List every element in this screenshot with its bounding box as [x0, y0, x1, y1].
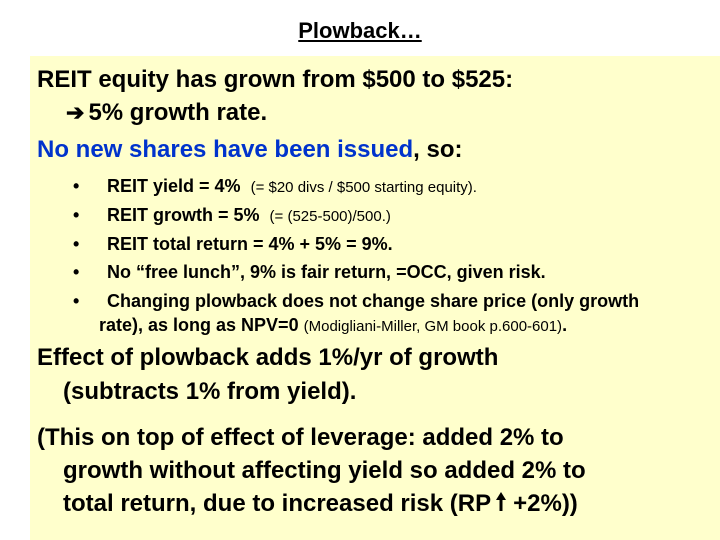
up-arrow-icon	[495, 490, 507, 519]
growth-rate-line	[66, 99, 267, 127]
leverage-line-3	[63, 490, 578, 519]
bullet-note: (= $20 divs / $500 starting equity).	[250, 179, 477, 196]
so-text: , so:	[413, 136, 463, 163]
bullet-dot: •	[73, 176, 80, 196]
bullet-total-return: REIT total return = 4% + 5% = 9%.	[107, 234, 393, 254]
bullet-dot: •	[73, 234, 80, 254]
rp-increase-text: +2%))	[513, 490, 578, 517]
bullet-main: REIT yield = 4%	[107, 176, 241, 196]
bullet-main: rate), as long as NPV=0	[99, 315, 299, 335]
bullet-plowback-continued	[99, 315, 567, 336]
right-arrow-icon: ➔	[66, 100, 85, 125]
risk-text: total return, due to increased risk (RP	[63, 490, 492, 517]
period: .	[562, 315, 568, 335]
slide-title: Plowback…	[298, 18, 422, 43]
bullet-dot: •	[73, 262, 80, 282]
bullet-free-lunch: No “free lunch”, 9% is fair return, =OCC, given risk.	[107, 262, 546, 282]
subtracts-yield-line: (subtracts 1% from yield).	[63, 378, 357, 405]
bullet-dot: •	[73, 205, 80, 225]
equity-growth-line: REIT equity has grown from $500 to $525:	[37, 66, 514, 93]
bullet-plowback: Changing plowback does not change share price (only growth	[107, 291, 640, 311]
bullet-dot: •	[73, 291, 80, 311]
plowback-effect-line: Effect of plowback adds 1%/yr of growth	[37, 344, 499, 371]
leverage-line-1: (This on top of effect of leverage: added 2% to	[37, 424, 564, 451]
bullet-growth	[107, 205, 391, 226]
bullet-main: REIT growth = 5%	[107, 205, 260, 225]
growth-rate-text: 5% growth rate.	[88, 99, 268, 126]
leverage-line-2: growth without affecting yield so added 2% to	[63, 457, 586, 484]
no-new-shares-text: No new shares have been issued	[37, 136, 414, 163]
bullet-yield	[107, 176, 477, 197]
bullet-note: (Modigliani-Miller, GM book p.600-601)	[303, 318, 563, 335]
bullet-note: (= (525-500)/500.)	[269, 208, 391, 225]
no-new-shares-line	[37, 136, 463, 164]
